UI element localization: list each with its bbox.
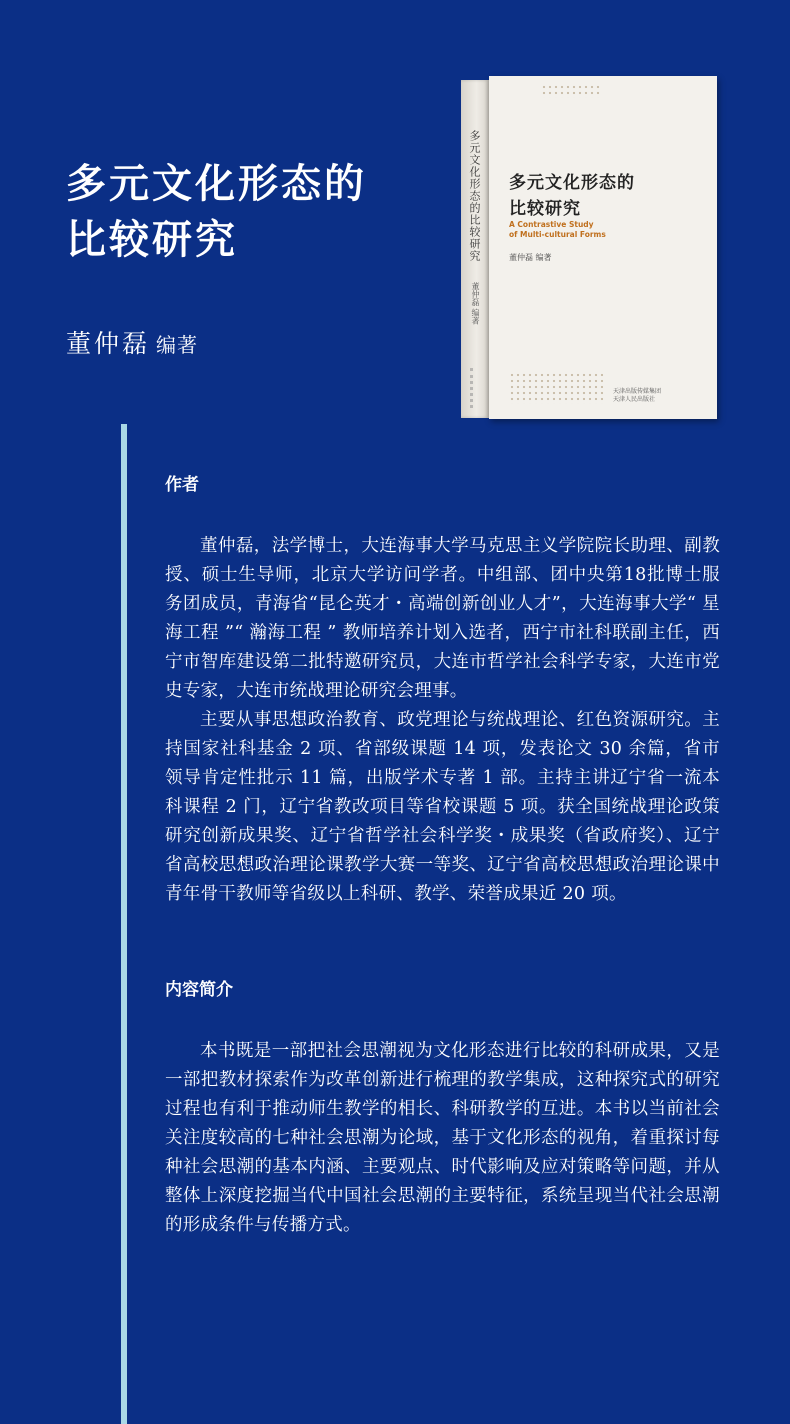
spine-author: 董仲磊 编著 — [471, 282, 480, 325]
cover-author: 董仲磊 编著 — [509, 253, 552, 262]
cover-publisher — [613, 388, 661, 404]
author-heading: 作者 — [165, 475, 199, 495]
cover-title-line-2: 比较研究 — [509, 199, 581, 219]
cover-publisher-line-2: 天津人民出版社 — [613, 396, 656, 403]
author-byline — [66, 324, 198, 360]
intro-section — [165, 975, 720, 1240]
author-role: 编著 — [156, 333, 199, 357]
intro-heading: 内容简介 — [165, 980, 233, 1000]
spine-title: 多元文化形态的比较研究 — [468, 130, 481, 262]
author-paragraph-1: 董仲磊，法学博士，大连海事大学马克思主义学院院长助理、副教授、硕士生导师，北京大学访问学者。中组部、团中央第18批博士服务团成员，青海省“昆仑英才・高端创新创业人才”，大连海事大学“ 星海工程 ”“ 瀚海工程 ” 教师培养计划入选者，西宁市社科联副主任，西宁市智库建设第二批特邀研究员，大连市哲学社会科学专家，大连市党史专家，大连市统战理论研究会理事。 — [165, 536, 720, 701]
author-paragraph-2: 主要从事思想政治教育、政党理论与统战理论、红色资源研究。主持国家社科基金 2 项、省部级课题 14 项，发表论文 30 余篇，省市领导肯定性批示 11 篇，出版学术专著 1 部。主持主讲辽宁省一流本科课程 2 门，辽宁省教改项目等省校课题 5 项。获全国统战理论政策研究创新成果奖、辽宁省哲学社会科学奖・成果奖（省政府奖）、辽宁省高校思想政治理论课教学大赛一等奖、辽宁省高校思想政治理论课中青年骨干教师等省级以上科研、教学、荣誉成果近 20 项。 — [165, 710, 720, 904]
book-spine — [461, 80, 489, 418]
spine-publisher-mark — [470, 368, 483, 408]
author-section — [165, 470, 720, 909]
title-line-2: 比较研究 — [66, 216, 238, 263]
title-line-1: 多元文化形态的 — [66, 160, 367, 207]
content-column — [165, 470, 720, 1240]
cover-dot-pattern-top — [541, 84, 601, 98]
author-name: 董仲磊 — [66, 329, 151, 358]
cover-english-line-1: A Contrastive Study — [509, 220, 594, 229]
book-front-cover — [489, 76, 717, 419]
intro-paragraph-1: 本书既是一部把社会思潮视为文化形态进行比较的科研成果，又是一部把教材探索作为改革创新进行梳理的教学集成，这种探究式的研究过程也有利于推动师生教学的相长、科研教学的互进。本书以当前社会关注度较高的七种社会思潮为论域，基于文化形态的视角，着重探讨每种社会思潮的基本内涵、主要观点、时代影响及应对策略等问题，并从整体上深度挖掘当代中国社会思潮的主要特征，系统呈现当代社会思潮的形成条件与传播方式。 — [165, 1041, 720, 1235]
cover-dot-pattern-bottom — [509, 372, 603, 404]
cover-title-line-1: 多元文化形态的 — [509, 173, 635, 193]
cover-english-title — [509, 220, 606, 240]
book-title — [66, 156, 367, 268]
cover-publisher-line-1: 天津出版传媒集团 — [613, 388, 662, 395]
cover-english-line-2: of Multi-cultural Forms — [509, 230, 606, 239]
vertical-accent-rule — [121, 424, 127, 1424]
book-cover-image — [461, 76, 717, 419]
